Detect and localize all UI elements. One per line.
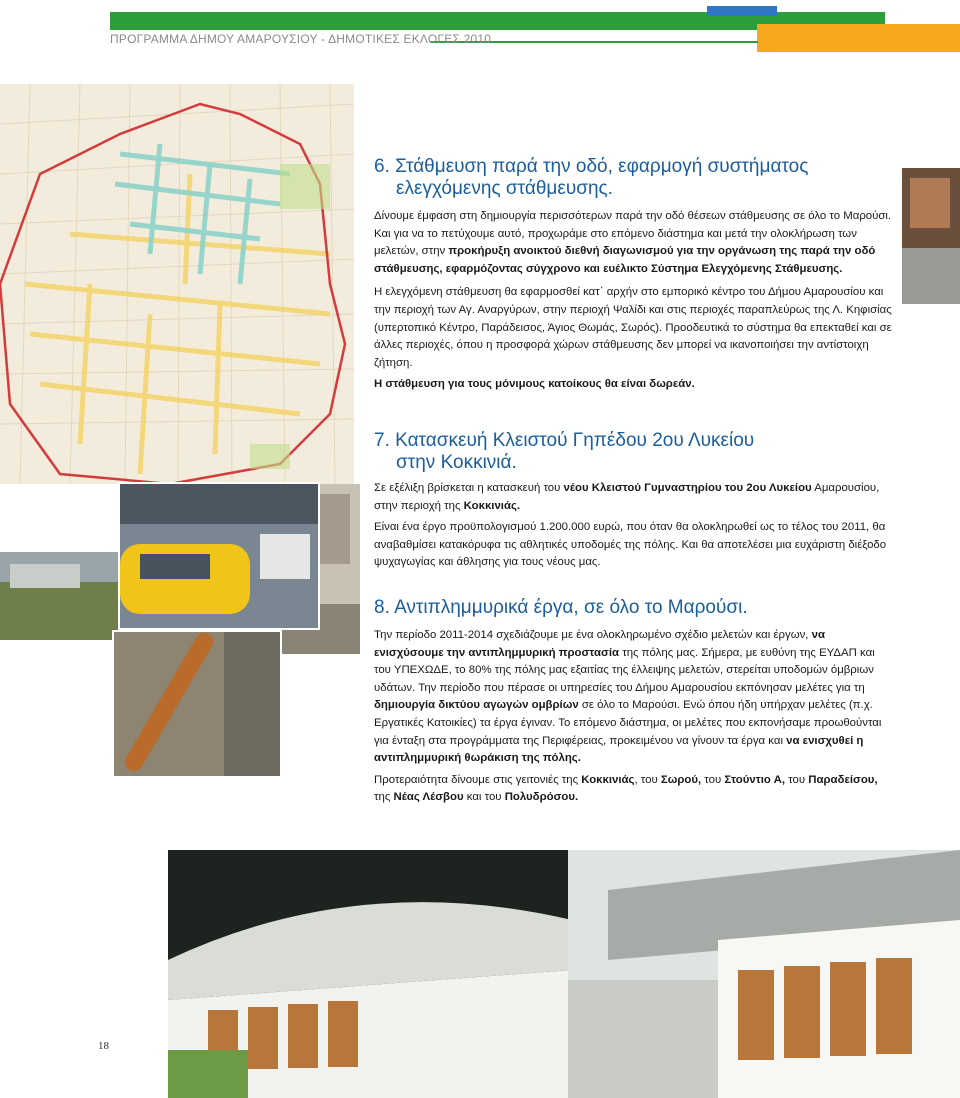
header-title: ΠΡΟΓΡΑΜΜΑ ΔΗΜΟΥ ΑΜΑΡΟΥΣΙΟΥ - ΔΗΜΟΤΙΚΕΣ ΕΚΛΟΓΕΣ 2010 [110, 32, 492, 46]
text-run: Αμαρουσίου, στην περιοχή της [374, 482, 880, 512]
text-run: Σε εξέλιξη βρίσκεται η κατασκευή του [374, 482, 564, 494]
construction-site-photo [0, 552, 118, 640]
text-run-bold: Πολυδρόσου. [504, 791, 579, 804]
text-run-bold: να ενισχύσουμε την αντιπλημμυρική προστασία [374, 629, 825, 659]
section-parking-heading [374, 156, 894, 200]
section-parking [374, 156, 894, 398]
text-run-bold: Σωρού, [660, 773, 702, 786]
section-flood-heading: 8. Αντιπλημμυρικά έργα, σε όλο το Μαρούσι. [374, 597, 748, 618]
header-blue-accent [707, 6, 777, 16]
text-run: , του [634, 773, 661, 786]
section-parking-paragraph-2: Η ελεγχόμενη στάθμευση θα εφαρμοσθεί κατ΄ αρχήν στο εμπορικό κέντρο του Δήμου Αμαρουσίου και την περιοχή των Αγ. Αναργύρων, στην περιοχή Ψαλίδι και στις περιοχές παραπλεύρως της Λ. Κηφισίας (υπερτοπικό Κέντρο, Παράδεισος, Άγιος Θωμάς, Σωρός). Προοδευτικά το σύστημα θα επεκταθεί και σε άλλες περιοχές, όπου η προσφορά χώρων στάθμευσης δεν μπορεί να ικανοποιήσει την αντίστοιχη ζήτηση. [374, 286, 892, 369]
text-run-bold: δημιουργία δικτύου αγωγών ομβρίων [374, 699, 579, 712]
text-run: Την περίοδο 2011-2014 σχεδιάζουμε με ένα ολοκληρωμένο σχέδιο μελετών και έργων, [374, 629, 812, 641]
section-parking-heading-line1: 6. Στάθμευση παρά την οδό, εφαρμογή συστήματος [374, 156, 809, 177]
text-run-bold: Κοκκινιάς [581, 773, 635, 786]
text-run-bold: προκήρυξη ανοικτού διεθνή διαγωνισμού για την οργάνωση της παρά την οδό στάθμευσης, εφαρμόζοντας σύγχρονο και ευέλικτο Σύστημα Ελεγχόμενης Στάθμευσης. [374, 245, 876, 275]
text-run-bold: Νέας Λέσβου [393, 791, 464, 804]
section-gym-paragraph-1 [374, 480, 894, 515]
text-run-bold: να ενισχυθεί η αντιπλημμυρική θωράκιση της πόλης. [374, 734, 864, 765]
text-run: της πόλης μας. Σήμερα, με ευθύνη της ΕΥΔΑΠ και του ΥΠΕΧΩΔΕ, το 80% της πόλης μας εξαιτίας της έλλειψης μελετών, στερείται υποδομών όμβριων υδάτων. Την περίοδο που πέρασε οι υπηρεσίες του Δήμου Αμαρουσίου εκπόνησαν μελέτες για τη [374, 646, 875, 694]
text-run: σε όλο το Μαρούσι. Ενώ όπου ήδη υπήρχαν μελέτες (π.χ. Εργατικές Κατοικίες) τα έργα έγιναν. Το επόμενο διάστημα, οι μελέτες που εκπονήσαμε προωθούνται για ένταξη στα προγράμματα της Περιφέρειας, προκειμένου να γίνουν τα έργα και [374, 699, 882, 747]
header-orange-block [757, 24, 960, 52]
text-run: και του [463, 791, 505, 804]
parking-zone-map-image [0, 84, 354, 484]
parked-cars-photo [902, 168, 960, 304]
gym-render-front [168, 850, 572, 1098]
text-run-bold: Η στάθμευση για τους μόνιμους κατοίκους θα είναι δωρεάν. [374, 378, 695, 391]
text-run: Προτεραιότητα δίνουμε στις γειτονιές της [374, 773, 582, 786]
drainage-pipe-photo [112, 630, 282, 778]
section-gym-heading-line2: στην Κοκκινιά. [396, 452, 517, 473]
section-parking-paragraph-3 [374, 376, 894, 394]
text-run: Δίνουμε έμφαση στη δημιουργία περισσότερων παρά την οδό θέσεων στάθμευσης σε όλο το Μαρούσι. Και για να το πετύχουμε αυτό, προχωράμε στο επόμενο διάστημα και μετά την ολοκλήρωση των μελετών, στην [374, 210, 892, 258]
section-gym [374, 430, 894, 576]
section-gym-heading-line1: 7. Κατασκευή Κλειστού Γηπέδου 2ου Λυκείου [374, 430, 755, 451]
text-run-bold: Στούντιο Α, [724, 773, 786, 786]
section-gym-paragraph-2: Είναι ένα έργο προϋπολογισμού 1.200.000 ευρώ, που όταν θα ολοκληρωθεί ως το τέλος του 2011, θα αναβαθμίσει κατακόρυφα τις αθλητικές υποδομές της πόλης. Και θα αποτελέσει μια ευχάριστη διέξοδο ψυχαγωγίας και άθλησης για τους νέους μας. [374, 521, 887, 569]
section-parking-paragraph-1 [374, 208, 894, 278]
text-run-bold: Παραδείσου, [808, 773, 878, 786]
section-parking-heading-line2: ελεγχόμενης στάθμευσης. [396, 178, 613, 199]
text-run: του [701, 773, 725, 786]
text-run: του [785, 773, 809, 786]
section-flood [374, 597, 894, 811]
text-run: της [374, 791, 394, 804]
section-flood-paragraph-1 [374, 627, 894, 768]
taxi-street-photo [118, 482, 320, 630]
text-run-bold: Κοκκινιάς. [463, 499, 521, 512]
section-flood-paragraph-2 [374, 772, 894, 807]
text-run-bold: νέου Κλειστού Γυμναστηρίου του 2ου Λυκείου [563, 482, 812, 494]
page-number: 18 [98, 1040, 109, 1052]
section-gym-heading [374, 430, 894, 474]
gym-render-side [568, 850, 960, 1098]
